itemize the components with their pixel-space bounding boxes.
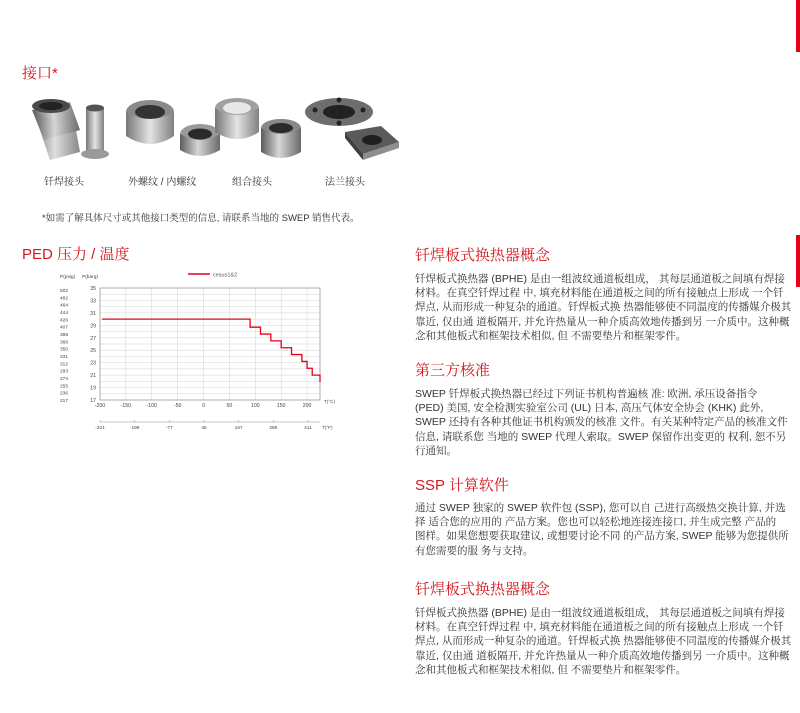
y-tick-label-psig: 274 bbox=[59, 377, 68, 382]
y-tick-label-barg: 31 bbox=[90, 310, 96, 317]
text-line: 焊点, 从而形成一种复杂的通道。钎焊板式换 热器能够使不同温度的传播媒介极其 bbox=[415, 301, 792, 314]
f-tick-label: 289 bbox=[269, 426, 278, 431]
section-title-bphe-concept-repeat: 钎焊板式换热器概念 bbox=[415, 581, 551, 598]
y-tick-label-psig: 350 bbox=[59, 347, 68, 353]
y-tick-label-barg: 17 bbox=[90, 398, 96, 404]
y-tick-label-psig: 331 bbox=[59, 355, 68, 360]
x-tick-label: 200 bbox=[302, 403, 312, 409]
text-line: 靠近, 仅由通 道板隔开, 并允许热量从一种介质高效地传播到另 一介质中。这种概 bbox=[415, 649, 790, 662]
ped-title: PED 压力 / 温度 bbox=[22, 246, 130, 263]
x-tick-label: 50 bbox=[226, 403, 233, 409]
y-tick-label-psig: 426 bbox=[59, 318, 68, 324]
y-tick-label-barg: 23 bbox=[90, 360, 96, 367]
y-tick-label-psig: 312 bbox=[59, 362, 68, 368]
text-line: 钎焊板式换热器 (BPHE) 是由一组波纹通道板组成， 其每层通道板之间填有焊接 bbox=[415, 273, 785, 285]
y-tick-label-psig: 368 bbox=[59, 340, 68, 346]
x-axis-label: T(°C) bbox=[324, 399, 336, 404]
y-tick-label-psig: 236 bbox=[59, 391, 68, 397]
chart-grid bbox=[100, 288, 320, 400]
f-tick-label: 411 bbox=[304, 426, 312, 431]
y-tick-label-psig: 464 bbox=[59, 303, 68, 309]
section-body-ssp bbox=[415, 501, 789, 558]
text-line: 图样。如果您想要获取建议, 或想要讨论不同 的产品方案, SWEP 能够为您提供所 bbox=[415, 530, 789, 543]
text-line: 通过 SWEP 独家的 SWEP 软件包 (SSP), 您可以自 己进行高级热交换计算, 并选 bbox=[415, 502, 786, 514]
f-tick-label: -77 bbox=[165, 426, 173, 431]
y-tick-label-barg: 27 bbox=[90, 335, 96, 342]
x-tick-label: 0 bbox=[202, 403, 205, 409]
x-tick-label: -50 bbox=[173, 403, 182, 409]
chart-series bbox=[102, 319, 320, 382]
x-tick-label: 100 bbox=[250, 403, 260, 409]
text-line: 有您需要的服 务与支持。 bbox=[415, 544, 534, 557]
text-line: (PED) 美国, 安全检测实验室公司 (UL) 日本, 高压气体安全协会 (KHK) 此外, bbox=[415, 402, 764, 415]
text-line: 择 适合您的应用的 产品方案。您也可以轻松地连接连接口, 并生成完整 产品的 bbox=[415, 516, 777, 529]
text-line: 材料。在真空钎焊过程 中, 填充材料能在通道板之间的所有接触点上形成 一个钎 bbox=[415, 621, 784, 634]
chart-labels bbox=[60, 274, 336, 431]
section-title-approvals: 第三方核准 bbox=[415, 362, 491, 379]
f-tick-label: -321 bbox=[95, 426, 105, 431]
connection-label-flange: 法兰接头 bbox=[325, 177, 365, 188]
text-line: 材料。在真空钎焊过程 中, 填充材料能在通道板之间的所有接触点上形成 一个钎 bbox=[415, 287, 784, 300]
brazed-connection-image bbox=[20, 90, 130, 170]
y-tick-label-barg: 33 bbox=[90, 298, 96, 305]
y-tick-label-barg: 35 bbox=[90, 286, 96, 292]
text-line: SWEP 钎焊板式换热器已经过下列证书机构普遍核 准: 欧洲, 承压设备指令 bbox=[415, 388, 758, 400]
pressure-temperature-chart bbox=[58, 268, 348, 440]
x-tick-label: 150 bbox=[276, 403, 286, 409]
legend-label: cesus1&2 bbox=[213, 272, 238, 279]
y-tick-label-psig: 217 bbox=[59, 399, 68, 404]
y-tick-label-psig: 293 bbox=[59, 369, 68, 375]
y-axis-label-barg: P(barg) bbox=[82, 275, 98, 280]
text-line: 焊点, 从而形成一种复杂的通道。钎焊板式换 热器能够使不同温度的传播媒介极其 bbox=[415, 635, 792, 648]
chart-axes bbox=[100, 288, 320, 422]
section-body-bphe-concept-repeat bbox=[415, 606, 792, 677]
text-line: 念和其他板式和框架技术相似, 但 不需要垫片和框架零件。 bbox=[415, 329, 687, 342]
y-tick-label-psig: 444 bbox=[59, 311, 68, 316]
f-tick-label: -199 bbox=[129, 426, 140, 431]
section-body-approvals bbox=[415, 387, 788, 458]
connection-label-combination: 组合接头 bbox=[232, 177, 272, 188]
y-tick-label-barg: 25 bbox=[90, 348, 96, 355]
text-line: 靠近, 仅由通 道板隔开, 并允许热量从一种介质高效地传播到另 一介质中。这种概 bbox=[415, 315, 790, 328]
y-tick-label-psig: 255 bbox=[59, 384, 68, 390]
f-tick-label: 167 bbox=[234, 426, 243, 431]
x-tick-label: -100 bbox=[146, 403, 157, 409]
edge-bar-top bbox=[796, 0, 800, 52]
y-tick-label-barg: 19 bbox=[90, 385, 96, 392]
series-line bbox=[102, 319, 320, 382]
text-line: 信息, 请联系您 当地的 SWEP 代理人索取。SWEP 保留作出变更的 权利, 恕不另 bbox=[415, 430, 787, 443]
x-tick-label: -200 bbox=[94, 403, 106, 409]
text-line: 钎焊板式换热器 (BPHE) 是由一组波纹通道板组成， 其每层通道板之间填有焊接 bbox=[415, 607, 785, 619]
f-axis-label: T(°F) bbox=[322, 425, 333, 430]
section-title-bphe-concept: 钎焊板式换热器概念 bbox=[415, 247, 551, 264]
y-tick-label-psig: 407 bbox=[59, 325, 68, 331]
f-tick-label: 45 bbox=[201, 426, 207, 431]
connection-label-thread: 外螺纹 / 内螺纹 bbox=[128, 177, 197, 188]
section-title-ssp: SSP 计算软件 bbox=[415, 477, 509, 494]
text-line: 念和其他板式和框架技术相似, 但 不需要垫片和框架零件。 bbox=[415, 663, 687, 676]
y-tick-label-psig: 388 bbox=[59, 333, 68, 338]
text-line: 行通知。 bbox=[415, 444, 457, 457]
chart-legend bbox=[188, 273, 237, 279]
connections-footnote: *如需了解具体尺寸或其他接口类型的信息, 请联系当地的 SWEP 销售代表。 bbox=[42, 213, 360, 224]
y-tick-label-barg: 29 bbox=[90, 323, 96, 330]
y-axis-label-psig: P(psig) bbox=[60, 275, 76, 280]
connection-label-brazed: 钎焊接头 bbox=[44, 177, 84, 188]
flange-connection-image bbox=[295, 90, 405, 170]
edge-bar-bottom bbox=[796, 235, 800, 287]
section-body-bphe-concept bbox=[415, 272, 792, 343]
y-tick-label-barg: 21 bbox=[90, 373, 96, 380]
y-tick-label-psig: 482 bbox=[59, 296, 68, 302]
text-line: SWEP 还持有各种其他证书机构颁发的核准 文件。有关某种特定产品的核准文件 bbox=[415, 416, 788, 429]
y-tick-label-psig: 502 bbox=[59, 289, 68, 294]
x-tick-label: -150 bbox=[120, 403, 132, 409]
connections-title: 接口* bbox=[22, 65, 58, 82]
